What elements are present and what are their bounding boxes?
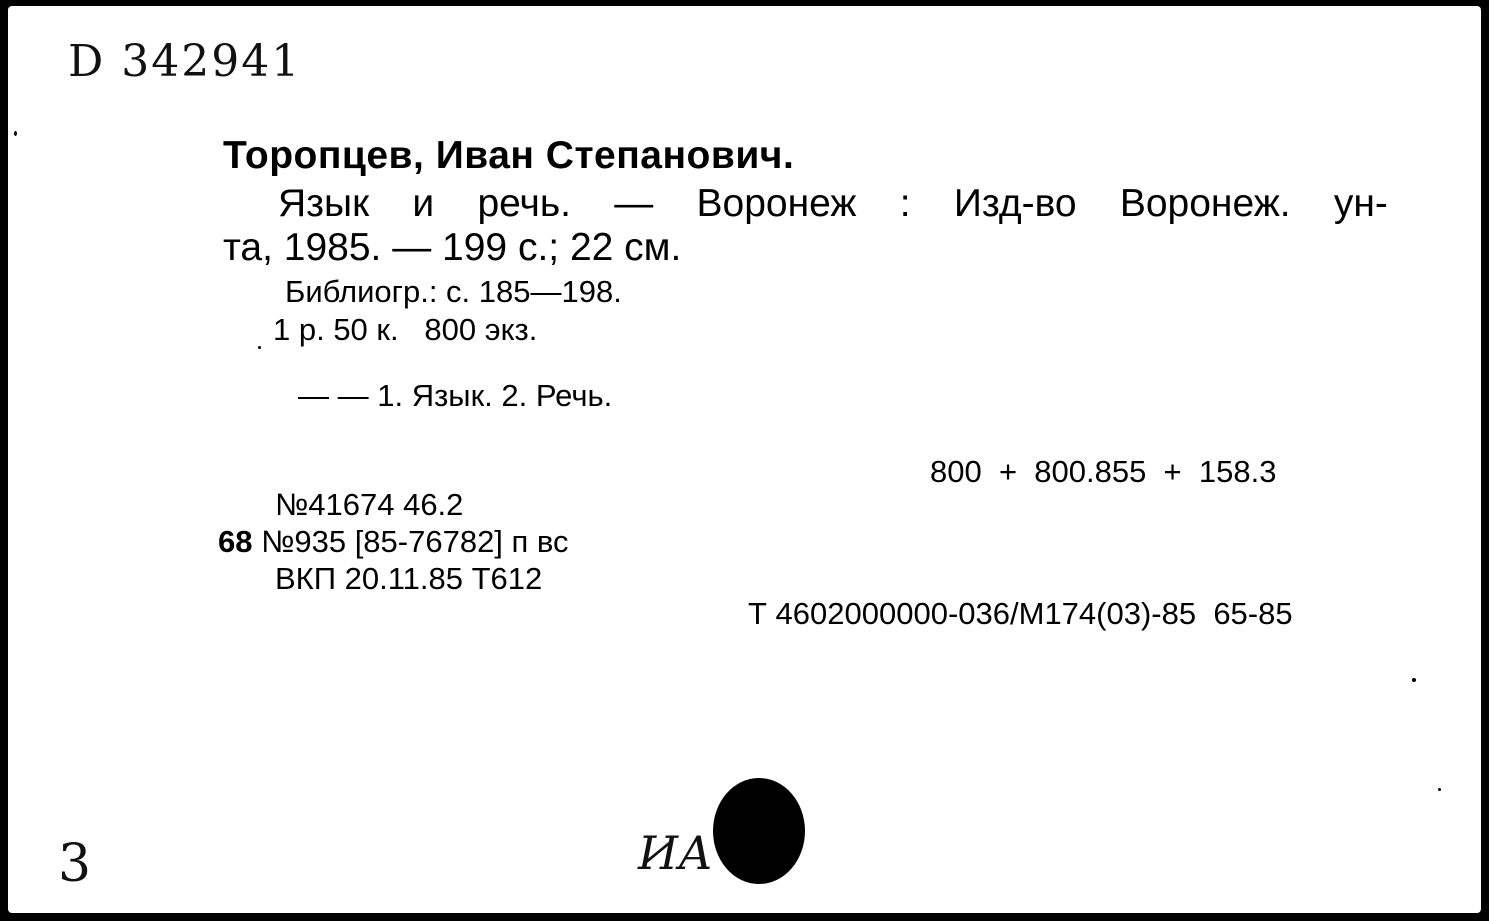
- call-number: D 342941: [68, 36, 302, 87]
- title-word: Изд-во: [953, 182, 1077, 225]
- catalog-card: [8, 6, 1481, 913]
- index-code: Т 4602000000-036/М174(03)-85 65-85: [748, 596, 1293, 631]
- title-word: Воронеж: [696, 182, 857, 225]
- handwritten-mark: 3: [58, 834, 92, 894]
- price-note: 1 р. 50 к. 800 экз.: [273, 312, 538, 347]
- speck: [1438, 788, 1441, 791]
- title-line-1: [278, 182, 1388, 226]
- registration-line-3: ВКП 20.11.85 Т612: [275, 561, 543, 596]
- registration-line-2: [218, 524, 569, 560]
- title-word: речь.: [477, 182, 571, 225]
- title-word: Воронеж.: [1119, 182, 1291, 225]
- title-word: :: [899, 182, 911, 225]
- author-heading: Торопцев, Иван Степанович.: [223, 134, 795, 177]
- registration-line-1: №41674 46.2: [275, 487, 464, 522]
- subject-headings: — — 1. Язык. 2. Речь.: [298, 378, 613, 413]
- handwritten-initials: ИА: [638, 826, 713, 880]
- title-word: ун-: [1333, 182, 1388, 225]
- registration-prefix: 68: [218, 524, 253, 559]
- speck: [258, 346, 261, 349]
- title-word: и: [412, 182, 435, 225]
- classification-numbers: 800 + 800.855 + 158.3: [930, 454, 1277, 489]
- title-word: Язык: [278, 182, 370, 225]
- registration-text: №935 [85-76782] п вс: [252, 524, 569, 559]
- title-line-2: та, 1985. — 199 с.; 22 см.: [223, 226, 682, 269]
- ink-dot: [713, 778, 805, 884]
- bibliography-note: Библиогр.: с. 185—198.: [285, 274, 622, 309]
- title-word: —: [614, 182, 654, 225]
- speck: [14, 131, 17, 136]
- speck: [1412, 678, 1416, 682]
